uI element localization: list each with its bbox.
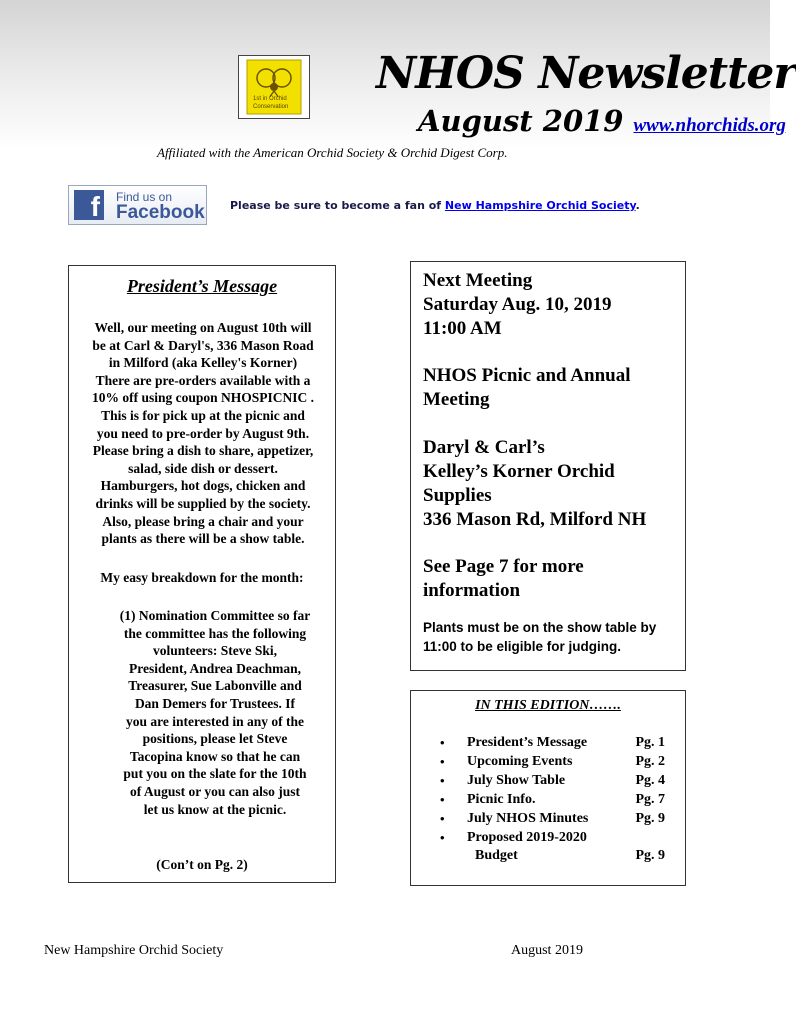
society-logo: [238, 55, 310, 119]
meeting-address: 336 Mason Rd, Milford NH: [423, 509, 647, 530]
toc-label: Upcoming Events: [467, 754, 573, 769]
toc-page: Pg. 4: [635, 773, 665, 788]
toc-page: Pg. 7: [635, 792, 665, 807]
bullet-icon: •: [440, 792, 445, 807]
presidents-message-body: [75, 319, 331, 548]
presidents-message-box: [68, 265, 336, 883]
message-line: be at Carl & Daryl's, 336 Mason Road: [92, 337, 314, 353]
message-line: you need to pre-order by August 9th.: [96, 425, 310, 441]
footer-society-name: New Hampshire Orchid Society: [44, 943, 224, 958]
continued-note: (Con’t on Pg. 2): [156, 857, 248, 872]
message-line: Please bring a dish to share, appetizer,: [92, 443, 314, 459]
facebook-badge-big-text: Facebook: [116, 202, 205, 223]
meeting-heading: Next Meeting: [423, 270, 533, 291]
fan-text: Please be sure to become a fan of: [230, 199, 445, 212]
nomination-line: (1) Nomination Committee so far: [119, 608, 311, 623]
meeting-event-line2: Meeting: [423, 389, 490, 410]
nomination-line: Tacopina know so that he can: [129, 748, 301, 764]
toc-label: July NHOS Minutes: [467, 811, 589, 826]
see-page-line2: information: [423, 580, 521, 601]
logo-text-line1: 1st in Orchid: [253, 96, 287, 102]
footer-date: August 2019: [511, 943, 583, 958]
edition-title: IN THIS EDITION…….: [475, 698, 621, 713]
nomination-line: Dan Demers for Trustees. If: [134, 695, 296, 711]
message-line: in Milford (aka Kelley's Korner): [108, 355, 298, 371]
issue-line: [418, 104, 786, 138]
facebook-page-link[interactable]: New Hampshire Orchid Society: [444, 199, 636, 212]
nomination-line: you are interested in any of the: [126, 713, 304, 729]
presidents-message-title: President’s Message: [126, 276, 278, 296]
bullet-icon: •: [440, 830, 445, 845]
toc-item: [411, 773, 685, 792]
breakdown-label: My easy breakdown for the month:: [100, 570, 304, 585]
meeting-venue-line1: Kelley’s Korner Orchid: [423, 461, 615, 482]
message-line: drinks will be supplied by the society.: [95, 495, 311, 511]
message-line: There are pre-orders available with a: [95, 372, 311, 388]
next-meeting-box: [410, 261, 686, 671]
toc-item: [411, 830, 685, 849]
nomination-line: let us know at the picnic.: [143, 801, 287, 817]
in-this-edition-box: [410, 690, 686, 886]
facebook-icon: f: [74, 190, 104, 220]
nomination-paragraph: [97, 607, 333, 818]
message-line: salad, side dish or dessert.: [128, 460, 278, 476]
meeting-time: 11:00 AM: [423, 318, 502, 339]
show-table-note: Plants must be on the show table by 11:00 to be eligible for judging.: [423, 620, 657, 654]
bullet-icon: •: [440, 773, 445, 788]
nomination-line: put you on the slate for the 10th: [123, 766, 307, 782]
toc-item: [411, 754, 685, 773]
toc-page: Pg. 9: [635, 848, 665, 863]
nomination-line: President, Andrea Deachman,: [129, 660, 301, 676]
toc-label: July Show Table: [467, 773, 566, 788]
toc-label: Proposed 2019-2020: [467, 830, 587, 845]
toc-item: [411, 811, 685, 830]
logo-text-line2: Conservation: [253, 104, 289, 110]
message-line: Hamburgers, hot dogs, chicken and: [100, 478, 306, 494]
see-page-line1: See Page 7 for more: [423, 556, 584, 577]
bullet-icon: •: [440, 811, 445, 826]
bullet-icon: •: [440, 754, 445, 769]
toc-label: Picnic Info.: [467, 792, 536, 807]
meeting-date: Saturday Aug. 10, 2019: [423, 294, 612, 315]
fan-line: [230, 199, 640, 212]
toc-page: Pg. 1: [635, 735, 665, 750]
toc-item: [411, 848, 685, 867]
nomination-line: Treasurer, Sue Labonville and: [128, 678, 302, 694]
toc-label: Budget: [475, 848, 518, 863]
message-line: Well, our meeting on August 10th will: [94, 320, 312, 335]
toc-item: [411, 792, 685, 811]
message-line: Also, please bring a chair and your: [102, 513, 304, 529]
nomination-line: the committee has the following: [123, 625, 307, 641]
toc-page: Pg. 9: [635, 811, 665, 826]
toc-label: President’s Message: [467, 735, 588, 750]
affiliation-line: Affiliated with the American Orchid Society & Orchid Digest Corp.: [157, 145, 508, 160]
message-line: plants as there will be a show table.: [101, 531, 305, 547]
newsletter-title: NHOS Newsletter: [376, 48, 796, 99]
facebook-badge-small-text: Find us on: [116, 190, 173, 204]
message-line: 10% off using coupon NHOSPICNIC .: [91, 390, 315, 406]
message-line: This is for pick up at the picnic and: [101, 407, 305, 423]
issue-date: August 2019: [418, 104, 624, 138]
nomination-line: volunteers: Steve Ski,: [152, 643, 278, 659]
nomination-line: positions, please let Steve: [142, 731, 288, 747]
nomination-line: of August or you can also just: [129, 783, 301, 799]
bullet-icon: •: [440, 735, 445, 750]
toc-page: Pg. 2: [635, 754, 665, 769]
website-link[interactable]: www.nhorchids.org: [633, 115, 786, 136]
facebook-badge[interactable]: [68, 185, 207, 225]
fan-end: .: [635, 199, 640, 212]
meeting-host: Daryl & Carl’s: [423, 437, 545, 458]
meeting-venue-line2: Supplies: [423, 485, 492, 506]
meeting-event-line1: NHOS Picnic and Annual: [423, 365, 631, 386]
toc-item: [411, 735, 685, 754]
